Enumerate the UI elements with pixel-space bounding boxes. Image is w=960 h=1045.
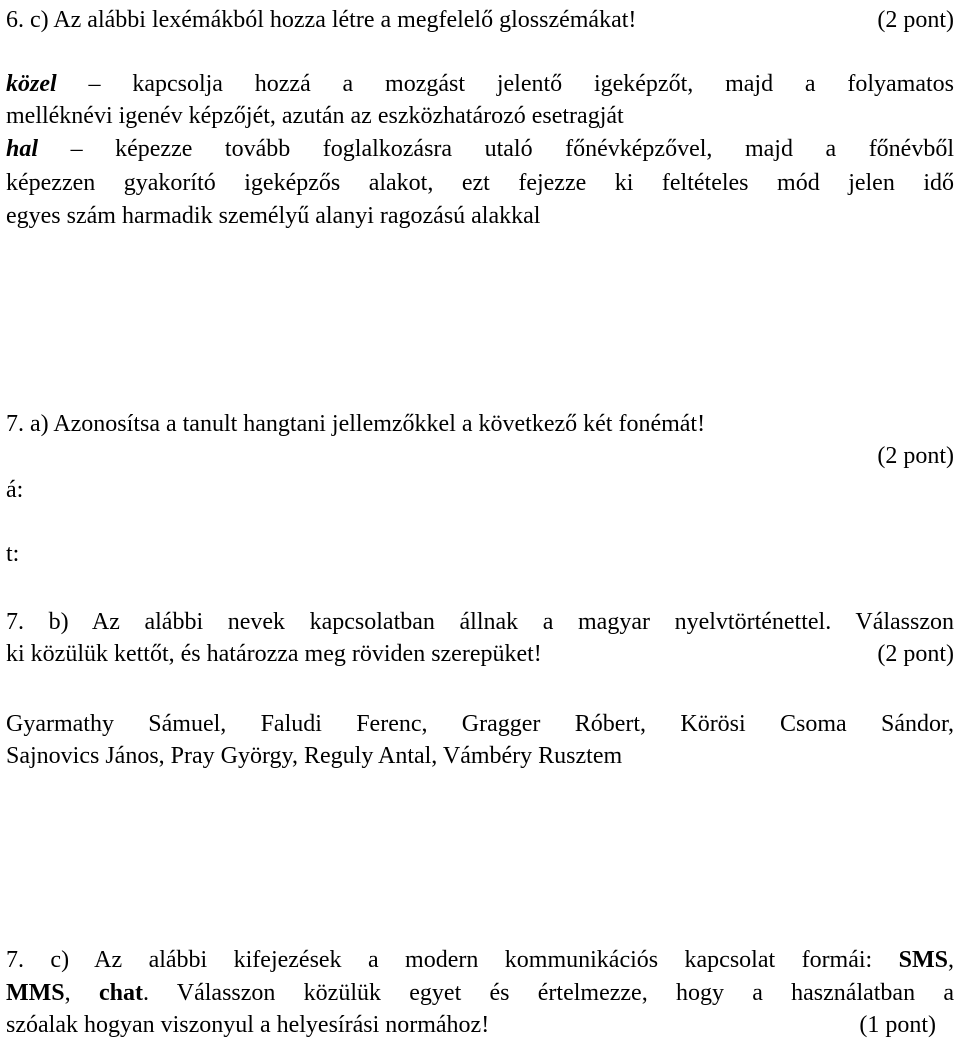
q7a-points-line: [6, 440, 954, 472]
q7c-term-chat: chat: [98, 980, 143, 1006]
q7b-names1: Gyarmathy Sámuel, Faludi Ferenc, Gragger Róbert, Körösi Csoma Sándor,: [6, 711, 954, 737]
q7b-points: (2 pont): [877, 641, 954, 667]
q6c-item1-line2: [6, 100, 954, 132]
q7b-line1: [6, 606, 954, 638]
q6c-points: (2 pont): [877, 7, 954, 33]
q7c-text2: . Válasszon közülük egyet és értelmezze, hogy a használatban a: [142, 980, 955, 1006]
q7c-points: (1 pont): [859, 1012, 936, 1038]
q7a-points: (2 pont): [877, 443, 954, 469]
q7a-heading-line: [6, 408, 954, 440]
q7b-names-line2: [6, 740, 954, 772]
q6c-item2-text3: egyes szám harmadik személyű alanyi ragozású alakkal: [6, 203, 541, 229]
q6c-item2-text2: képezzen gyakorító igeképzős alakot, ezt fejezze ki feltételes mód jelen idő: [6, 170, 954, 196]
q6c-item2-word: hal: [6, 136, 39, 162]
q6c-item1-text2: melléknévi igenév képzőjét, azután az eszközhatározó esetragját: [6, 103, 624, 129]
q7c-term-mms: MMS: [6, 980, 65, 1006]
q6c-item2-line1: [6, 133, 954, 165]
q7b-text2: ki közülük kettőt, és határozza meg röviden szerepüket!: [6, 641, 542, 667]
q7b-text1: 7. b) Az alábbi nevek kapcsolatban állnak a magyar nyelvtörténettel. Válasszon: [6, 609, 954, 635]
q7a-label-a-line: [6, 474, 954, 506]
q6c-item1-text1: – kapcsolja hozzá a mozgást jelentő igeképzőt, majd a folyamatos: [88, 71, 955, 97]
q7a-label-a: á:: [6, 477, 24, 503]
q7a-heading: 7. a) Azonosítsa a tanult hangtani jellemzőkkel a következő két fonémát!: [6, 411, 706, 437]
q7c-line1: 7. c) Az alábbi kifejezések a modern kommunikációs kapcsolat formái: SMS,: [6, 947, 954, 973]
q7c-text3: szóalak hogyan viszonyul a helyesírási normához!: [6, 1012, 490, 1038]
q7a-label-t-line: [6, 538, 954, 570]
q7b-names2: Sajnovics János, Pray György, Reguly Antal, Vámbéry Rusztem: [6, 743, 623, 769]
q7c-line3: [6, 1009, 954, 1041]
q6c-item2-line3: [6, 200, 954, 232]
q6c-item1-word: közel: [6, 71, 57, 97]
q7c-term-sms: SMS: [898, 947, 948, 973]
q6c-item2-line2: [6, 167, 954, 199]
q7a-label-t: t:: [6, 541, 20, 567]
q7c-line2: MMS, chat. Válasszon közülük egyet és értelmezze, hogy a használatban a: [6, 980, 955, 1006]
q7b-line2: [6, 638, 954, 670]
q6c-item1-line1: [6, 68, 954, 100]
q7c-text1: 7. c) Az alábbi kifejezések a modern kommunikációs kapcsolat formái:: [6, 947, 873, 973]
q7b-names-line1: [6, 708, 954, 740]
q6c-heading: 6. c) Az alábbi lexémákból hozza létre a megfelelő glosszémákat!: [6, 7, 637, 33]
q6c-heading-line: [6, 4, 954, 36]
q6c-item2-text1: – képezze tovább foglalkozásra utaló főnévképzővel, majd a főnévből: [70, 136, 954, 162]
